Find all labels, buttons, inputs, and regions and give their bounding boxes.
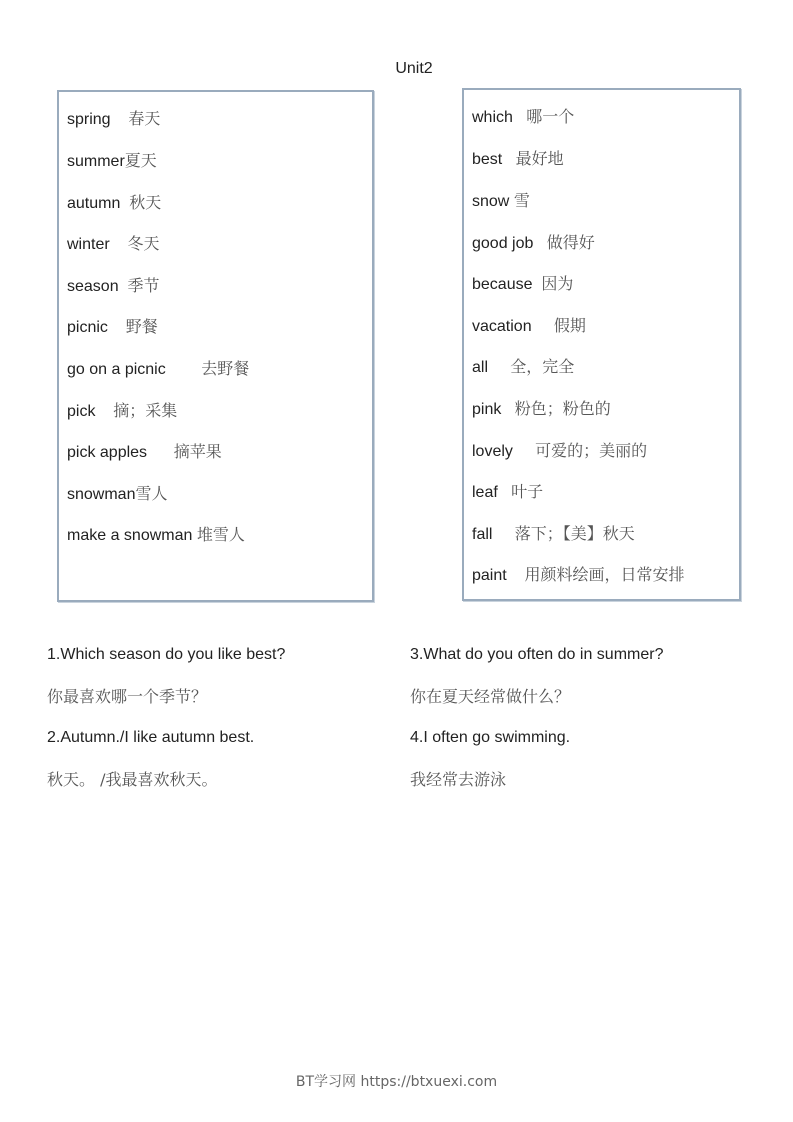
- vocab-chinese: 季节: [127, 276, 160, 295]
- vocab-chinese: 假期: [553, 316, 586, 335]
- vocab-entry: [472, 188, 530, 211]
- vocab-english: pick apples: [67, 444, 148, 461]
- vocab-entry: [472, 396, 611, 419]
- vocab-entry: [472, 562, 685, 585]
- vocab-english: picnic: [67, 319, 108, 336]
- vocab-english: season: [67, 278, 119, 295]
- vocab-chinese: 摘苹果: [173, 442, 222, 461]
- vocab-entry: [67, 481, 168, 504]
- vocab-entry: [472, 104, 574, 127]
- vocab-entry: [67, 522, 245, 545]
- sentence-2-chinese: 秋天。 /我最喜欢秋天。: [47, 770, 218, 789]
- vocab-chinese: 可爱的；美丽的: [535, 441, 648, 460]
- vocabulary-box-right: [462, 88, 741, 601]
- vocab-chinese: 摘；采集: [113, 401, 178, 420]
- sentence-2-english: 2.Autumn./I like autumn best.: [47, 729, 255, 746]
- vocab-chinese: 春天: [128, 109, 161, 128]
- sentence-1-english: 1.Which season do you like best?: [47, 646, 286, 663]
- sentence-4-english: 4.I often go swimming.: [410, 729, 571, 746]
- vocab-entry: [67, 314, 158, 337]
- vocabulary-box-left: [57, 90, 374, 602]
- vocab-entry: [472, 146, 564, 169]
- vocab-entry: [67, 356, 249, 379]
- vocab-entry: [472, 521, 635, 544]
- footer-watermark: BT学习网 https://btxuexi.com: [295, 1074, 498, 1090]
- page-title: Unit2: [395, 60, 433, 77]
- vocab-english: winter: [67, 236, 110, 253]
- vocab-chinese: 冬天: [127, 234, 160, 253]
- vocab-chinese: 全，完全: [510, 357, 575, 376]
- vocab-entry: [67, 439, 222, 462]
- vocab-english: because: [472, 276, 533, 293]
- vocab-chinese: 做得好: [546, 233, 595, 252]
- vocab-english: which: [472, 109, 513, 126]
- vocab-english: all: [472, 359, 489, 376]
- vocab-chinese: 野餐: [125, 317, 158, 336]
- vocab-chinese: 用颜料绘画，日常安排: [524, 565, 685, 584]
- vocab-entry: [67, 273, 160, 296]
- vocab-chinese: 最好地: [515, 149, 564, 168]
- sentence-3-chinese: 你在夏天经常做什么？: [410, 687, 571, 706]
- vocab-english: spring: [67, 111, 111, 128]
- vocab-entry: [472, 271, 573, 294]
- vocab-chinese: 叶子: [511, 482, 544, 501]
- vocab-english: summer: [67, 153, 125, 170]
- sentence-1-chinese: 你最喜欢哪一个季节？: [47, 687, 208, 706]
- sentence-3-english: 3.What do you often do in summer?: [410, 646, 664, 663]
- vocab-chinese: 夏天: [124, 151, 157, 170]
- vocab-entry: [472, 354, 574, 377]
- vocab-english: vacation: [472, 318, 532, 335]
- vocab-entry: [67, 106, 160, 129]
- vocab-english: paint: [472, 567, 507, 584]
- vocab-chinese: 堆雪人: [196, 525, 245, 544]
- vocab-chinese: 去野餐: [201, 359, 250, 378]
- vocab-english: snow: [472, 193, 510, 210]
- vocab-english: lovely: [472, 443, 513, 460]
- vocab-entry: [67, 398, 177, 421]
- vocab-chinese: 粉色；粉色的: [514, 399, 611, 418]
- vocab-entry: [472, 479, 543, 502]
- vocab-english: fall: [472, 526, 493, 543]
- vocab-english: snowman: [67, 486, 136, 503]
- vocab-entry: [472, 313, 586, 336]
- vocab-english: best: [472, 151, 503, 168]
- vocab-english: leaf: [472, 484, 498, 501]
- vocab-english: autumn: [67, 195, 121, 212]
- vocab-entry: [472, 230, 595, 253]
- vocab-entry: [67, 231, 159, 254]
- vocab-english: good job: [472, 235, 534, 252]
- vocab-chinese: 雪: [513, 191, 530, 210]
- vocab-entry: [67, 148, 157, 171]
- vocab-chinese: 哪一个: [526, 107, 575, 126]
- vocab-chinese: 秋天: [129, 193, 162, 212]
- vocab-english: go on a picnic: [67, 361, 166, 378]
- vocab-entry: [472, 438, 647, 461]
- vocab-chinese: 落下；【美】秋天: [514, 524, 635, 543]
- vocab-english: pink: [472, 401, 502, 418]
- vocab-english: make a snowman: [67, 527, 193, 544]
- vocab-chinese: 雪人: [135, 484, 168, 503]
- vocab-chinese: 因为: [541, 274, 574, 293]
- vocab-entry: [67, 190, 161, 213]
- vocab-english: pick: [67, 403, 96, 420]
- sentence-4-chinese: 我经常去游泳: [410, 770, 507, 789]
